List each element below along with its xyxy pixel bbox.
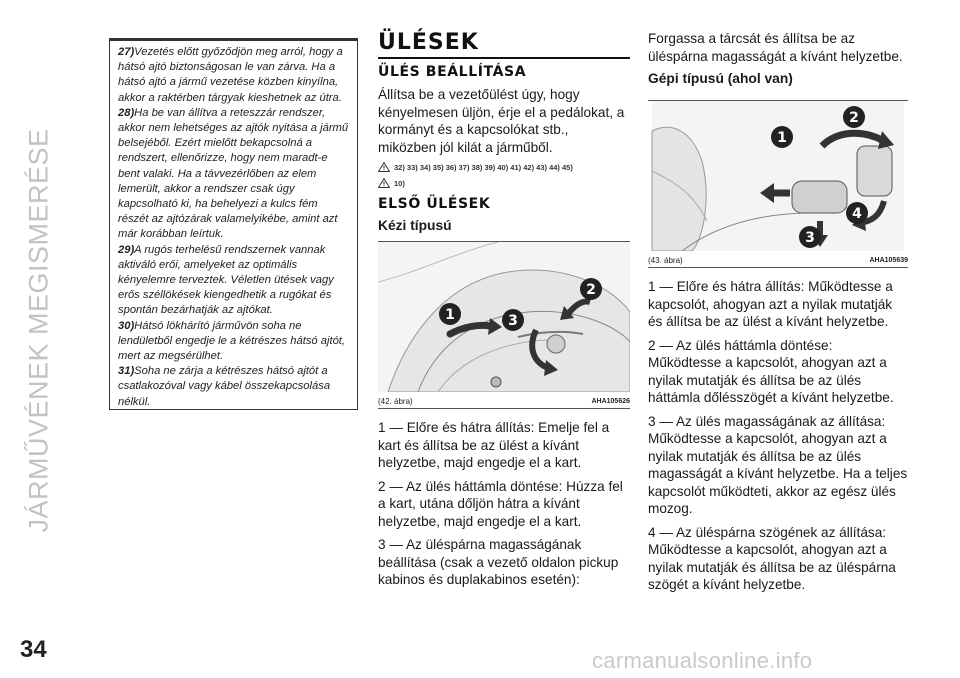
section-heading: ÜLÉSEK: [378, 30, 630, 59]
note-text: Hátsó lökhárító járművön soha ne lendületből engedje le a kétrészes hátsó ajtót, mert az megsérülhet.: [118, 319, 346, 363]
caution-triangle-icon: [378, 178, 390, 188]
figure-42-label: (42. ábra): [378, 397, 413, 406]
chapter-side-title: [14, 30, 64, 630]
note-number: 30): [118, 319, 135, 332]
note-text: Vezetés előtt győződjön meg arról, hogy a hátsó ajtó biztonságosan le van zárva. Ha a hátsó ajtó a jármű vezetése közben kinyílna, akkor a raktérben tárgyak kieshetnek az útra.: [118, 46, 343, 104]
callout-3: 3: [508, 313, 518, 329]
note-number: 31): [118, 365, 135, 378]
callout-2: 2: [849, 110, 859, 126]
callout-4: 4: [852, 206, 862, 222]
caution-ref-numbers: 10): [394, 178, 405, 188]
callout-2: 2: [586, 282, 596, 298]
front-seats-heading: ELSŐ ÜLÉSEK: [378, 196, 491, 212]
manual-item-2: 2 — Az ülés háttámla döntése: Húzza fel a kart, utána dőljön hátra a kívánt helyzetbe, majd engedje el a kart.: [378, 478, 623, 529]
figure-42-code: AHA105626: [591, 398, 630, 405]
note-text: A rugós terhelésű rendszernek vannak aktiváló erői, amelyeket az optimális kényelemre terveztek. Véletlen ütések vagy erős széllökések kiengedhetik a rugókat és spontán bezárhatják az ajtókat.: [118, 243, 334, 317]
note-27: [118, 45, 351, 106]
note-30: [118, 319, 351, 365]
note-28: [118, 106, 351, 243]
note-number: 27): [118, 46, 135, 58]
chapter-title-text: JÁRMŰVÉNEK MEGISMERÉSE: [23, 127, 54, 533]
manual-item-3: 3 — Az üléspárna magasságának beállítása (csak a vezető oldalon pickup kabinos és duplakabinos esetén):: [378, 537, 619, 587]
warning-ref-numbers: 32) 33) 34) 35) 36) 37) 38) 39) 40) 41) 42) 43) 44) 45): [394, 162, 573, 172]
note-number: 29): [118, 243, 135, 256]
manual-item-1: 1 — Előre és hátra állítás: Emelje fel a kart és állítsa be az ülést a kívánt helyzetbe, majd engedje el a kart.: [378, 420, 610, 470]
note-number: 28): [118, 106, 135, 119]
callout-3: 3: [805, 230, 815, 246]
height-dial-text: Forgassa a tárcsát és állítsa be az üléspárna magasságát a kívánt helyzetbe.: [648, 31, 903, 64]
note-29: [118, 243, 351, 319]
right-column: [648, 30, 908, 600]
power-seat-illustration: [648, 101, 908, 251]
note-text: Ha be van állítva a reteszzár rendszer, akkor nem lehetséges az ajtók nyitása a jármű belsejéből. Ezért mielőtt bekapcsolná a rendszert, ellenőrizze, hogy nem maradt-e bent valaki. Ha a távvezérlőben az elem lemerült, akkor a rendszer csak úgy kapcsolható ki, ha behelyezi a kulcs fém részét az ajtózárak valamelyikébe, amint azt már korábban leírtuk.: [118, 106, 349, 241]
power-seat-items: [648, 278, 908, 594]
note-31: [118, 364, 351, 410]
figure-43-caption: [648, 251, 908, 267]
warning-refs: [378, 162, 630, 172]
watermark: carmanualsonline.info: [592, 648, 813, 673]
middle-column: [378, 30, 630, 595]
mechanical-type-heading: Gépi típusú (ahol van): [648, 71, 793, 86]
note-text: Soha ne zárja a kétrészes hátsó ajtót a csatlakozóval vagy kábel összekapcsolása nélkül.: [118, 365, 331, 408]
figure-43-label: (43. ábra): [648, 256, 683, 265]
info-refs: [378, 178, 630, 188]
power-item-1: 1 — Előre és hátra állítás: Működtesse a kapcsolót, ahogyan azt a nyilak mutatják és állítsa be az ülést a kívánt helyzetbe.: [648, 279, 893, 329]
figure-42: [378, 241, 630, 409]
warning-notes-box: [109, 38, 358, 410]
callout-1: 1: [445, 307, 455, 323]
notes-list: [110, 39, 357, 410]
seat-adjust-heading: ÜLÉS BEÁLLÍTÁSA: [378, 64, 527, 80]
power-item-2: 2 — Az ülés háttámla döntése: Működtesse a kapcsolót, ahogyan azt a nyilak mutatják és állítsa be az ülés háttámla dőlésszögét a kívánt helyzetbe.: [648, 337, 894, 405]
page-number: 34: [20, 636, 47, 663]
power-item-3: 3 — Az ülés magasságának az állítása: Működtesse a kapcsolót, ahogyan azt a nyilak mutatják és állítsa be az ülés magasságát a kívánt helyzetbe. Ha a teljes kapcsolót működteti, akkor az egész ülés mozog.: [648, 413, 908, 516]
manual-seat-items: [378, 419, 630, 589]
seat-adjust-intro: Állítsa be a vezetőülést úgy, hogy kényelmesen üljön, érje el a pedálokat, a kormányt és a kapcsolókat stb., miközben jól kilát a járműből.: [378, 87, 625, 155]
callout-1: 1: [777, 130, 787, 146]
warning-triangle-icon: [378, 162, 390, 172]
figure-42-caption: [378, 392, 630, 408]
figure-43: [648, 100, 908, 268]
figure-43-code: AHA105639: [869, 257, 908, 264]
power-item-4: 4 — Az üléspárna szögének az állítása: Működtesse a kapcsolót, ahogyan azt a nyilak mutatják és állítsa be az üléspárna szögét a kívánt helyzetbe.: [648, 524, 896, 592]
manual-seat-illustration: [378, 242, 630, 392]
manual-type-heading: Kézi típusú: [378, 218, 452, 233]
